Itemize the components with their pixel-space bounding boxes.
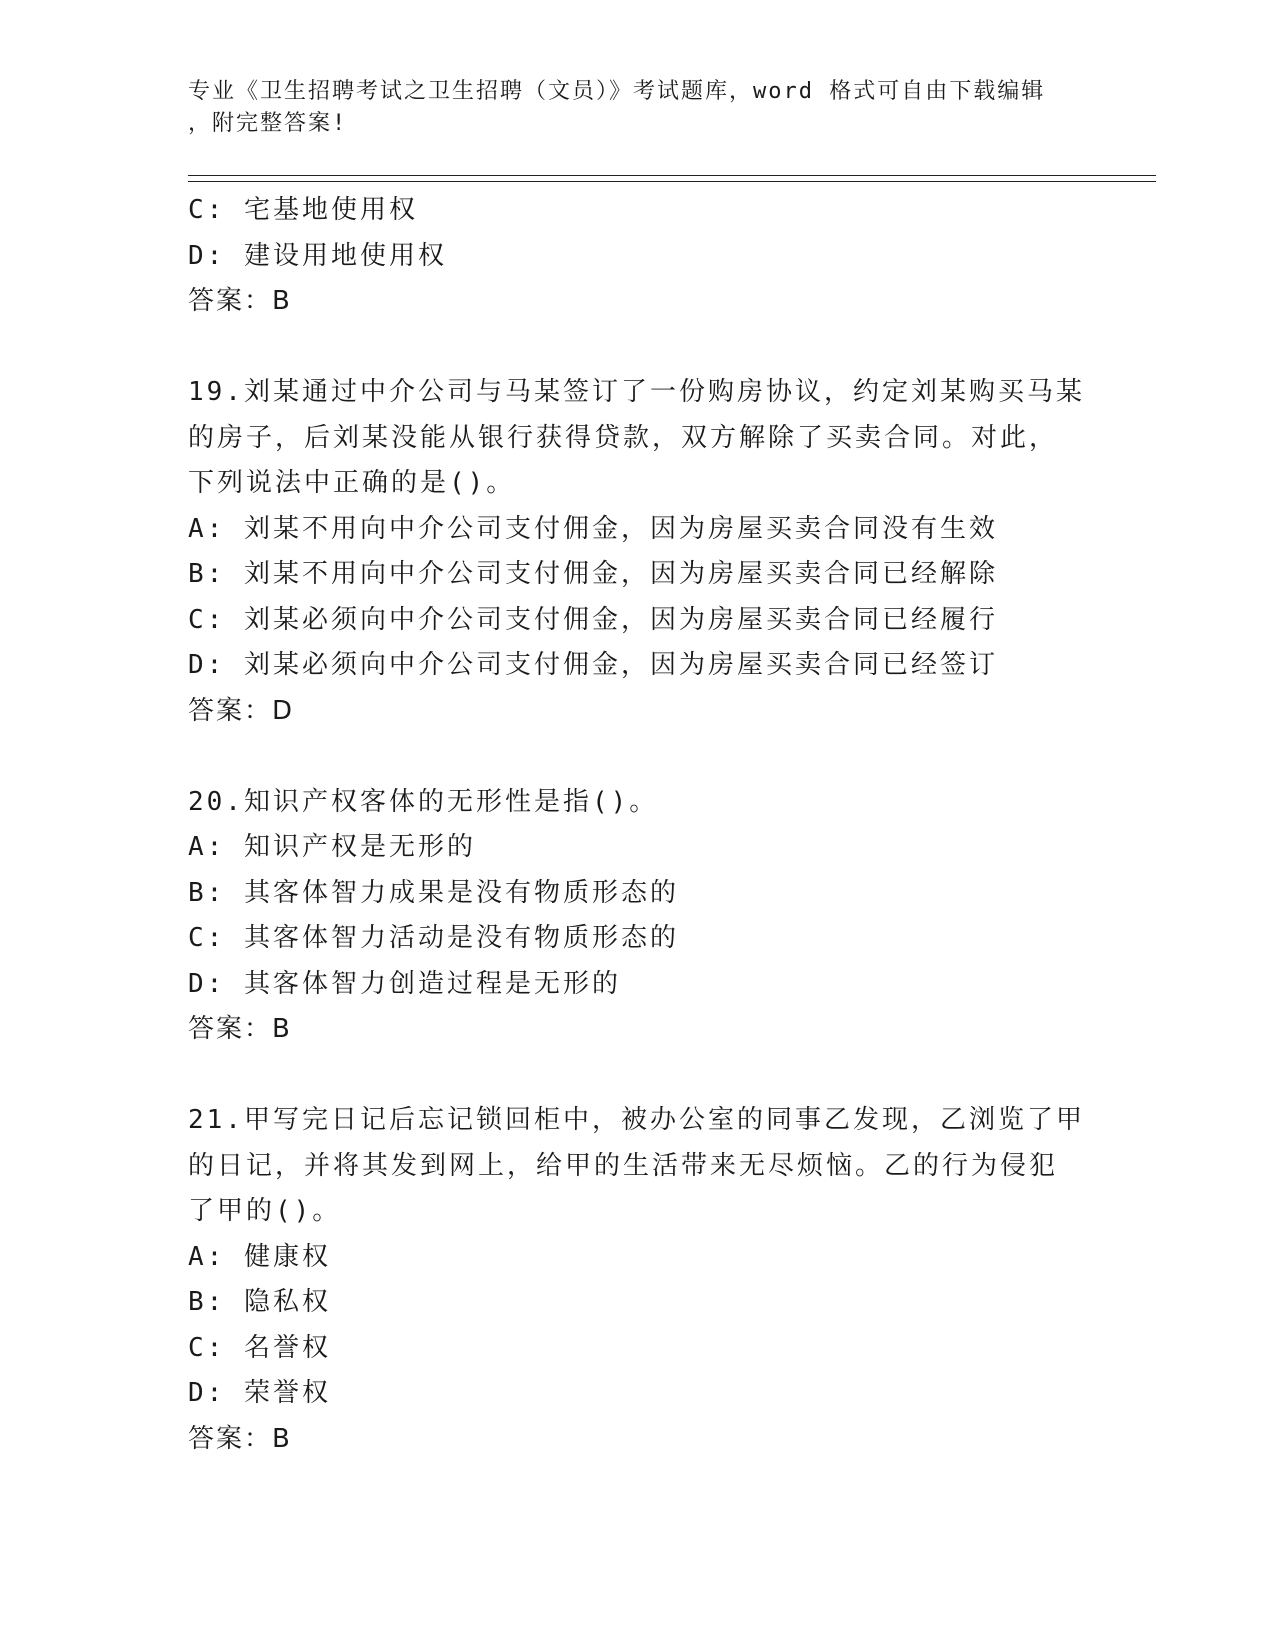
header-divider-bottom (188, 181, 1156, 182)
question-19 (188, 370, 1088, 734)
header-divider-top (188, 175, 1156, 176)
option-d: D: 其客体智力创造过程是无形的 (188, 968, 621, 999)
option-b: B: 刘某不用向中介公司支付佣金，因为房屋买卖合同已经解除 (188, 559, 998, 589)
document-header (188, 76, 1088, 140)
question-stem-line: 19.刘某通过中介公司与马某签订了一份购房协议，约定刘某购买马某 (188, 377, 1085, 407)
option-c: C: 名誉权 (188, 1332, 331, 1363)
option-d: D: 荣誉权 (188, 1378, 331, 1408)
header-line-1: 专业《卫生招聘考试之卫生招聘（文员）》考试题库，word 格式可自由下载编辑 (188, 79, 1046, 104)
question-stem-line: 下列说法中正确的是()。 (188, 468, 516, 498)
option-c: C: 刘某必须向中介公司支付佣金，因为房屋买卖合同已经履行 (188, 604, 998, 635)
option-d: D: 刘某必须向中介公司支付佣金，因为房屋买卖合同已经签订 (188, 650, 998, 680)
option-a: A: 知识产权是无形的 (188, 832, 476, 862)
option-c: C: 其客体智力活动是没有物质形态的 (188, 923, 679, 953)
answer-line: 答案：B (188, 1014, 292, 1044)
option-d: D: 建设用地使用权 (188, 240, 447, 271)
question-stem-line: 20.知识产权客体的无形性是指()。 (188, 786, 659, 817)
answer-line: 答案：B (188, 1423, 292, 1454)
question-21 (188, 1098, 1088, 1462)
continued-question (188, 188, 1088, 325)
option-b: B: 其客体智力成果是没有物质形态的 (188, 877, 679, 908)
option-c: C: 宅基地使用权 (188, 195, 418, 225)
question-stem-line: 的房子，后刘某没能从银行获得贷款，双方解除了买卖合同。对此， (188, 422, 1059, 453)
header-line-2: ，附完整答案! (188, 111, 348, 136)
question-content (188, 188, 1088, 1462)
answer-line: 答案：D (188, 695, 295, 726)
option-b: B: 隐私权 (188, 1287, 331, 1317)
question-stem-line: 了甲的()。 (188, 1196, 342, 1226)
question-stem-line: 的日记，并将其发到网上，给甲的生活带来无尽烦恼。乙的行为侵犯 (188, 1150, 1059, 1181)
question-stem-line: 21.甲写完日记后忘记锁回柜中，被办公室的同事乙发现，乙浏览了甲 (188, 1105, 1085, 1135)
option-a: A: 刘某不用向中介公司支付佣金，因为房屋买卖合同没有生效 (188, 513, 998, 544)
question-20 (188, 780, 1088, 1053)
option-a: A: 健康权 (188, 1241, 331, 1272)
answer-line: 答案：B (188, 286, 292, 316)
